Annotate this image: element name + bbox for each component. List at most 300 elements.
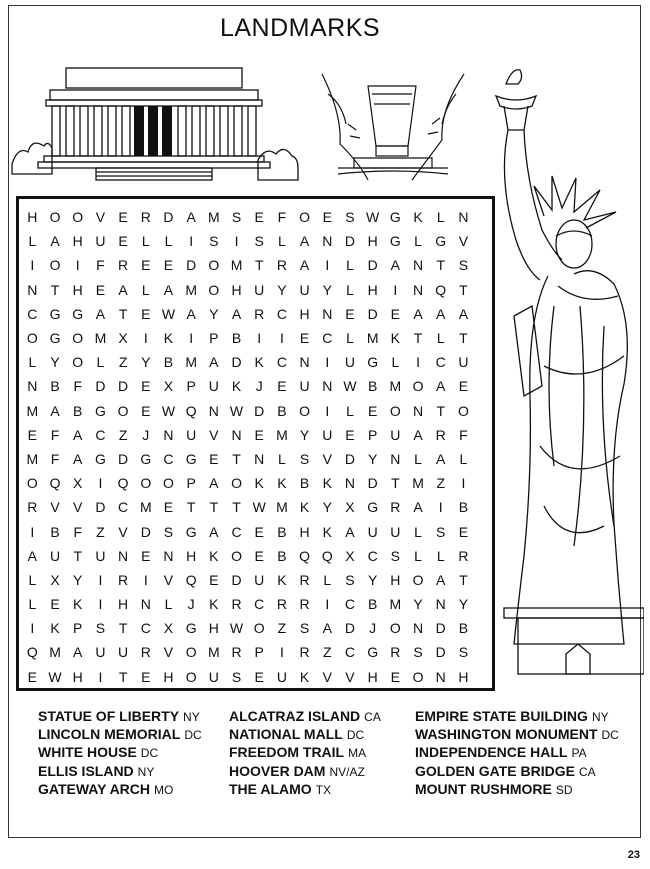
grid-letter[interactable]: N xyxy=(344,475,356,492)
grid-letter[interactable]: A xyxy=(163,281,174,298)
grid-letter[interactable]: S xyxy=(345,571,355,588)
grid-letter[interactable]: L xyxy=(28,354,37,371)
grid-letter[interactable]: O xyxy=(72,354,84,371)
grid-letter[interactable]: T xyxy=(459,571,468,588)
grid-letter[interactable]: M xyxy=(366,330,379,347)
grid-letter[interactable]: E xyxy=(254,547,264,564)
grid-letter[interactable]: Q xyxy=(435,281,447,298)
grid-letter[interactable]: L xyxy=(414,233,422,250)
grid-letter[interactable]: Z xyxy=(323,644,332,661)
grid-letter[interactable]: C xyxy=(27,305,38,322)
grid-letter[interactable]: K xyxy=(277,475,287,492)
grid-letter[interactable]: R xyxy=(458,547,469,564)
grid-letter[interactable]: S xyxy=(436,523,446,540)
grid-letter[interactable]: L xyxy=(141,281,150,298)
grid-letter[interactable]: O xyxy=(412,378,424,395)
grid-letter[interactable]: Y xyxy=(73,571,83,588)
grid-letter[interactable]: T xyxy=(391,475,400,492)
grid-letter[interactable]: E xyxy=(367,402,378,419)
grid-letter[interactable]: D xyxy=(95,378,106,395)
grid-letter[interactable]: L xyxy=(96,354,105,371)
grid-letter[interactable]: I xyxy=(416,354,420,371)
grid-letter[interactable]: N xyxy=(231,426,242,443)
grid-letter[interactable]: N xyxy=(208,402,219,419)
grid-letter[interactable]: E xyxy=(277,378,287,395)
grid-letter[interactable]: K xyxy=(390,330,401,347)
grid-letter[interactable]: Q xyxy=(26,644,38,661)
grid-letter[interactable]: J xyxy=(255,378,263,395)
grid-letter[interactable]: F xyxy=(73,378,82,395)
grid-letter[interactable]: B xyxy=(163,354,174,371)
grid-letter[interactable]: U xyxy=(254,571,265,588)
grid-letter[interactable]: T xyxy=(186,499,196,516)
grid-letter[interactable]: D xyxy=(163,209,174,226)
grid-letter[interactable]: N xyxy=(118,547,129,564)
grid-letter[interactable]: K xyxy=(163,330,174,347)
grid-letter[interactable]: U xyxy=(390,523,401,540)
grid-letter[interactable]: G xyxy=(435,233,447,250)
grid-letter[interactable]: L xyxy=(391,354,400,371)
grid-letter[interactable]: E xyxy=(27,426,38,443)
grid-letter[interactable]: C xyxy=(276,305,287,322)
grid-letter[interactable]: S xyxy=(299,450,310,467)
grid-letter[interactable]: I xyxy=(30,620,35,637)
grid-letter[interactable]: G xyxy=(389,209,401,226)
grid-letter[interactable]: N xyxy=(412,402,424,419)
grid-letter[interactable]: K xyxy=(50,620,60,637)
grid-letter[interactable]: U xyxy=(390,426,401,443)
grid-letter[interactable]: H xyxy=(27,209,38,226)
grid-letter[interactable]: O xyxy=(49,209,61,226)
grid-letter[interactable]: T xyxy=(73,547,82,564)
grid-letter[interactable]: M xyxy=(26,450,39,467)
grid-letter[interactable]: U xyxy=(299,378,310,395)
grid-letter[interactable]: C xyxy=(163,450,174,467)
grid-letter[interactable]: I xyxy=(98,475,103,492)
grid-letter[interactable]: M xyxy=(139,499,152,516)
grid-letter[interactable]: L xyxy=(278,233,286,250)
grid-letter[interactable]: P xyxy=(73,620,83,637)
grid-letter[interactable]: E xyxy=(163,499,174,516)
grid-letter[interactable]: D xyxy=(344,233,356,250)
grid-letter[interactable]: L xyxy=(164,233,173,250)
grid-letter[interactable]: Z xyxy=(118,354,128,371)
grid-letter[interactable]: A xyxy=(209,354,219,371)
grid-letter[interactable]: E xyxy=(458,378,469,395)
grid-letter[interactable]: H xyxy=(231,281,242,298)
grid-letter[interactable]: E xyxy=(458,523,469,540)
grid-letter[interactable]: T xyxy=(254,257,264,274)
grid-letter[interactable]: U xyxy=(254,281,265,298)
grid-letter[interactable]: R xyxy=(118,571,129,588)
grid-letter[interactable]: U xyxy=(458,354,469,371)
grid-letter[interactable]: A xyxy=(186,209,196,226)
grid-letter[interactable]: L xyxy=(346,257,354,274)
grid-letter[interactable]: T xyxy=(232,450,241,467)
grid-letter[interactable]: W xyxy=(252,499,266,516)
grid-letter[interactable]: U xyxy=(95,547,106,564)
grid-letter[interactable]: O xyxy=(72,209,84,226)
grid-letter[interactable]: A xyxy=(322,620,332,637)
grid-letter[interactable]: T xyxy=(413,330,423,347)
grid-letter[interactable]: K xyxy=(209,596,219,613)
grid-letter[interactable]: S xyxy=(231,209,242,226)
grid-letter[interactable]: Y xyxy=(141,354,151,371)
grid-letter[interactable]: C xyxy=(367,547,378,564)
grid-letter[interactable]: N xyxy=(299,354,310,371)
grid-letter[interactable]: D xyxy=(367,257,378,274)
grid-letter[interactable]: L xyxy=(28,571,37,588)
grid-letter[interactable]: W xyxy=(229,402,244,419)
grid-letter[interactable]: H xyxy=(72,233,83,250)
grid-letter[interactable]: A xyxy=(436,378,446,395)
grid-letter[interactable]: T xyxy=(232,499,241,516)
grid-letter[interactable]: M xyxy=(94,330,107,347)
grid-letter[interactable]: X xyxy=(345,547,355,564)
grid-letter[interactable]: M xyxy=(276,499,288,516)
grid-letter[interactable]: H xyxy=(367,668,378,685)
grid-letter[interactable]: G xyxy=(367,354,379,371)
grid-letter[interactable]: L xyxy=(346,281,354,298)
grid-letter[interactable]: T xyxy=(118,305,128,322)
grid-letter[interactable]: P xyxy=(209,330,219,347)
grid-letter[interactable]: O xyxy=(26,475,38,492)
grid-letter[interactable]: C xyxy=(435,354,446,371)
grid-letter[interactable]: Q xyxy=(117,475,129,492)
grid-letter[interactable]: W xyxy=(161,305,176,322)
grid-letter[interactable]: C xyxy=(344,644,356,661)
grid-letter[interactable]: X xyxy=(73,475,83,492)
grid-letter[interactable]: E xyxy=(163,257,174,274)
grid-letter[interactable]: L xyxy=(141,233,150,250)
grid-letter[interactable]: E xyxy=(254,523,264,540)
grid-letter[interactable]: O xyxy=(26,330,38,347)
grid-letter[interactable]: S xyxy=(413,644,423,661)
grid-letter[interactable]: B xyxy=(277,523,287,540)
grid-letter[interactable]: P xyxy=(367,426,378,443)
grid-letter[interactable]: K xyxy=(254,354,264,371)
grid-letter[interactable]: K xyxy=(299,499,310,516)
grid-letter[interactable]: E xyxy=(118,233,128,250)
grid-letter[interactable]: Q xyxy=(185,402,197,419)
grid-letter[interactable]: Y xyxy=(299,426,310,443)
grid-letter[interactable]: R xyxy=(27,499,38,516)
grid-letter[interactable]: A xyxy=(345,523,355,540)
grid-letter[interactable]: U xyxy=(367,523,378,540)
grid-letter[interactable]: A xyxy=(390,257,401,274)
grid-letter[interactable]: D xyxy=(367,475,378,492)
grid-letter[interactable]: D xyxy=(140,523,151,540)
grid-letter[interactable]: B xyxy=(50,523,60,540)
grid-letter[interactable]: R xyxy=(390,499,401,516)
grid-letter[interactable]: E xyxy=(141,378,151,395)
grid-letter[interactable]: K xyxy=(73,596,83,613)
grid-letter[interactable]: E xyxy=(345,305,355,322)
grid-letter[interactable]: A xyxy=(73,450,83,467)
grid-letter[interactable]: W xyxy=(343,378,357,395)
grid-letter[interactable]: B xyxy=(277,547,287,564)
grid-letter[interactable]: E xyxy=(390,305,401,322)
grid-letter[interactable]: G xyxy=(185,523,197,540)
grid-letter[interactable]: Y xyxy=(322,499,332,516)
grid-letter[interactable]: O xyxy=(412,668,424,685)
grid-letter[interactable]: R xyxy=(140,209,151,226)
grid-letter[interactable]: A xyxy=(118,281,128,298)
grid-letter[interactable]: V xyxy=(322,668,332,685)
grid-letter[interactable]: V xyxy=(322,450,332,467)
grid-letter[interactable]: U xyxy=(208,378,219,395)
grid-letter[interactable]: N xyxy=(163,547,174,564)
grid-letter[interactable]: T xyxy=(118,620,128,637)
grid-letter[interactable]: K xyxy=(231,378,242,395)
grid-letter[interactable]: I xyxy=(98,571,103,588)
grid-letter[interactable]: U xyxy=(49,547,61,564)
grid-letter[interactable]: Q xyxy=(299,547,311,564)
grid-letter[interactable]: M xyxy=(389,378,402,395)
grid-letter[interactable]: H xyxy=(299,305,310,322)
grid-letter[interactable]: E xyxy=(254,209,264,226)
grid-letter[interactable]: E xyxy=(209,450,219,467)
grid-letter[interactable]: M xyxy=(276,426,288,443)
grid-letter[interactable]: D xyxy=(186,257,197,274)
grid-letter[interactable]: A xyxy=(413,426,423,443)
grid-letter[interactable]: M xyxy=(208,209,220,226)
grid-letter[interactable]: J xyxy=(369,620,377,637)
grid-letter[interactable]: M xyxy=(230,257,243,274)
grid-letter[interactable]: T xyxy=(436,257,445,274)
grid-letter[interactable]: E xyxy=(141,547,151,564)
grid-letter[interactable]: T xyxy=(436,402,445,419)
grid-letter[interactable]: A xyxy=(27,547,38,564)
grid-letter[interactable]: H xyxy=(163,668,174,685)
grid-letter[interactable]: S xyxy=(231,668,242,685)
grid-letter[interactable]: D xyxy=(118,450,129,467)
grid-letter[interactable]: E xyxy=(322,209,332,226)
grid-letter[interactable]: Z xyxy=(436,475,445,492)
grid-letter[interactable]: G xyxy=(367,644,379,661)
grid-letter[interactable]: N xyxy=(27,281,38,298)
grid-letter[interactable]: H xyxy=(118,596,129,613)
grid-letter[interactable]: Q xyxy=(321,547,333,564)
grid-letter[interactable]: Y xyxy=(458,596,469,613)
grid-letter[interactable]: E xyxy=(345,426,355,443)
grid-letter[interactable]: L xyxy=(346,402,354,419)
grid-letter[interactable]: T xyxy=(459,281,468,298)
grid-letter[interactable]: R xyxy=(390,644,401,661)
grid-letter[interactable]: D xyxy=(95,499,106,516)
grid-letter[interactable]: X xyxy=(50,571,60,588)
grid-letter[interactable]: K xyxy=(413,209,423,226)
grid-letter[interactable]: D xyxy=(254,402,265,419)
grid-letter[interactable]: A xyxy=(436,450,446,467)
grid-letter[interactable]: G xyxy=(94,402,106,419)
grid-letter[interactable]: W xyxy=(48,668,62,685)
grid-letter[interactable]: G xyxy=(367,499,379,516)
grid-letter[interactable]: O xyxy=(140,475,152,492)
grid-letter[interactable]: Y xyxy=(413,596,423,613)
grid-letter[interactable]: T xyxy=(50,281,60,298)
grid-letter[interactable]: E xyxy=(27,668,38,685)
grid-letter[interactable]: M xyxy=(412,475,424,492)
grid-letter[interactable]: V xyxy=(345,668,355,685)
grid-letter[interactable]: Z xyxy=(277,620,287,637)
grid-letter[interactable]: B xyxy=(277,402,287,419)
grid-letter[interactable]: I xyxy=(325,596,330,613)
grid-letter[interactable]: I xyxy=(30,257,35,274)
grid-letter[interactable]: G xyxy=(94,450,106,467)
grid-letter[interactable]: R xyxy=(276,596,287,613)
grid-letter[interactable]: U xyxy=(322,426,333,443)
grid-letter[interactable]: Z xyxy=(118,426,128,443)
grid-letter[interactable]: I xyxy=(438,499,443,516)
grid-letter[interactable]: D xyxy=(367,305,378,322)
grid-letter[interactable]: D xyxy=(435,644,446,661)
grid-letter[interactable]: D xyxy=(231,571,242,588)
grid-letter[interactable]: R xyxy=(299,596,310,613)
grid-letter[interactable]: N xyxy=(322,233,333,250)
grid-letter[interactable]: I xyxy=(98,596,103,613)
grid-letter[interactable]: C xyxy=(344,596,356,613)
grid-letter[interactable]: F xyxy=(50,450,60,467)
grid-letter[interactable]: I xyxy=(189,233,194,250)
grid-letter[interactable]: M xyxy=(389,596,402,613)
grid-letter[interactable]: H xyxy=(367,233,378,250)
grid-letter[interactable]: A xyxy=(73,426,83,443)
grid-letter[interactable]: T xyxy=(118,668,128,685)
grid-letter[interactable]: K xyxy=(299,668,310,685)
grid-letter[interactable]: O xyxy=(389,402,401,419)
grid-letter[interactable]: Q xyxy=(49,475,61,492)
grid-letter[interactable]: V xyxy=(118,523,128,540)
grid-letter[interactable]: A xyxy=(436,571,446,588)
grid-letter[interactable]: O xyxy=(457,402,469,419)
grid-letter[interactable]: Q xyxy=(185,571,197,588)
grid-letter[interactable]: E xyxy=(141,305,151,322)
grid-letter[interactable]: D xyxy=(435,620,446,637)
grid-letter[interactable]: K xyxy=(322,475,332,492)
grid-letter[interactable]: U xyxy=(95,644,106,661)
grid-letter[interactable]: I xyxy=(279,644,284,661)
grid-letter[interactable]: C xyxy=(322,330,333,347)
grid-letter[interactable]: G xyxy=(185,450,197,467)
grid-letter[interactable]: G xyxy=(49,330,61,347)
grid-letter[interactable]: B xyxy=(458,499,469,516)
grid-letter[interactable]: L xyxy=(28,596,37,613)
grid-letter[interactable]: S xyxy=(345,209,355,226)
grid-letter[interactable]: R xyxy=(231,596,242,613)
grid-letter[interactable]: N xyxy=(163,426,174,443)
grid-letter[interactable]: N xyxy=(140,596,151,613)
grid-letter[interactable]: E xyxy=(299,330,310,347)
grid-letter[interactable]: L xyxy=(436,330,445,347)
grid-letter[interactable]: L xyxy=(414,547,422,564)
grid-letter[interactable]: M xyxy=(208,644,220,661)
grid-letter[interactable]: A xyxy=(95,305,106,322)
grid-letter[interactable]: I xyxy=(279,330,284,347)
grid-letter[interactable]: L xyxy=(346,330,354,347)
grid-letter[interactable]: I xyxy=(30,523,35,540)
grid-letter[interactable]: A xyxy=(231,305,242,322)
grid-letter[interactable]: O xyxy=(163,475,174,492)
grid-letter[interactable]: D xyxy=(118,378,129,395)
grid-letter[interactable]: U xyxy=(95,233,106,250)
grid-letter[interactable]: J xyxy=(142,426,150,443)
grid-letter[interactable]: R xyxy=(140,644,151,661)
grid-letter[interactable]: R xyxy=(276,257,287,274)
grid-letter[interactable]: I xyxy=(189,330,194,347)
grid-letter[interactable]: R xyxy=(435,426,446,443)
grid-letter[interactable]: Y xyxy=(322,281,332,298)
grid-letter[interactable]: O xyxy=(117,402,129,419)
grid-letter[interactable]: H xyxy=(72,668,83,685)
grid-letter[interactable]: F xyxy=(459,426,468,443)
grid-letter[interactable]: L xyxy=(436,209,445,226)
grid-letter[interactable]: O xyxy=(299,209,311,226)
grid-letter[interactable]: H xyxy=(458,668,469,685)
grid-letter[interactable]: E xyxy=(95,281,106,298)
grid-letter[interactable]: S xyxy=(163,523,174,540)
grid-letter[interactable]: A xyxy=(299,257,310,274)
grid-letter[interactable]: L xyxy=(414,523,422,540)
grid-letter[interactable]: I xyxy=(234,233,239,250)
grid-letter[interactable]: E xyxy=(118,209,128,226)
grid-letter[interactable]: R xyxy=(254,305,265,322)
grid-letter[interactable]: G xyxy=(389,233,401,250)
grid-letter[interactable]: O xyxy=(185,644,197,661)
grid-letter[interactable]: R xyxy=(299,571,310,588)
grid-letter[interactable]: O xyxy=(208,257,220,274)
grid-letter[interactable]: N xyxy=(435,668,446,685)
grid-letter[interactable]: B xyxy=(50,378,60,395)
grid-letter[interactable]: X xyxy=(345,499,355,516)
grid-letter[interactable]: H xyxy=(208,620,219,637)
grid-letter[interactable]: S xyxy=(209,233,219,250)
grid-letter[interactable]: I xyxy=(325,402,330,419)
grid-letter[interactable]: S xyxy=(254,233,264,250)
grid-letter[interactable]: O xyxy=(49,257,61,274)
grid-letter[interactable]: N xyxy=(254,450,265,467)
grid-letter[interactable]: M xyxy=(185,354,197,371)
grid-letter[interactable]: K xyxy=(254,475,264,492)
grid-letter[interactable]: B xyxy=(367,596,378,613)
grid-letter[interactable]: F xyxy=(73,523,82,540)
grid-letter[interactable]: A xyxy=(209,523,219,540)
grid-letter[interactable]: C xyxy=(95,426,106,443)
grid-letter[interactable]: Y xyxy=(50,354,60,371)
grid-letter[interactable]: V xyxy=(163,644,174,661)
grid-letter[interactable]: P xyxy=(186,378,196,395)
grid-letter[interactable]: K xyxy=(322,523,332,540)
grid-letter[interactable]: F xyxy=(277,209,287,226)
grid-letter[interactable]: I xyxy=(393,281,398,298)
grid-letter[interactable]: D xyxy=(344,620,356,637)
grid-letter[interactable]: A xyxy=(73,644,83,661)
grid-letter[interactable]: O xyxy=(389,620,401,637)
grid-letter[interactable]: Y xyxy=(367,571,378,588)
grid-letter[interactable]: N xyxy=(435,596,446,613)
grid-letter[interactable]: U xyxy=(344,354,356,371)
grid-letter[interactable]: E xyxy=(50,596,60,613)
grid-letter[interactable]: P xyxy=(254,644,264,661)
grid-letter[interactable]: O xyxy=(185,668,197,685)
grid-letter[interactable]: E xyxy=(209,571,219,588)
grid-letter[interactable]: G xyxy=(140,450,152,467)
grid-letter[interactable]: D xyxy=(344,450,356,467)
grid-letter[interactable]: L xyxy=(278,450,286,467)
grid-letter[interactable]: O xyxy=(231,475,242,492)
grid-letter[interactable]: A xyxy=(50,233,60,250)
grid-letter[interactable]: O xyxy=(72,330,84,347)
